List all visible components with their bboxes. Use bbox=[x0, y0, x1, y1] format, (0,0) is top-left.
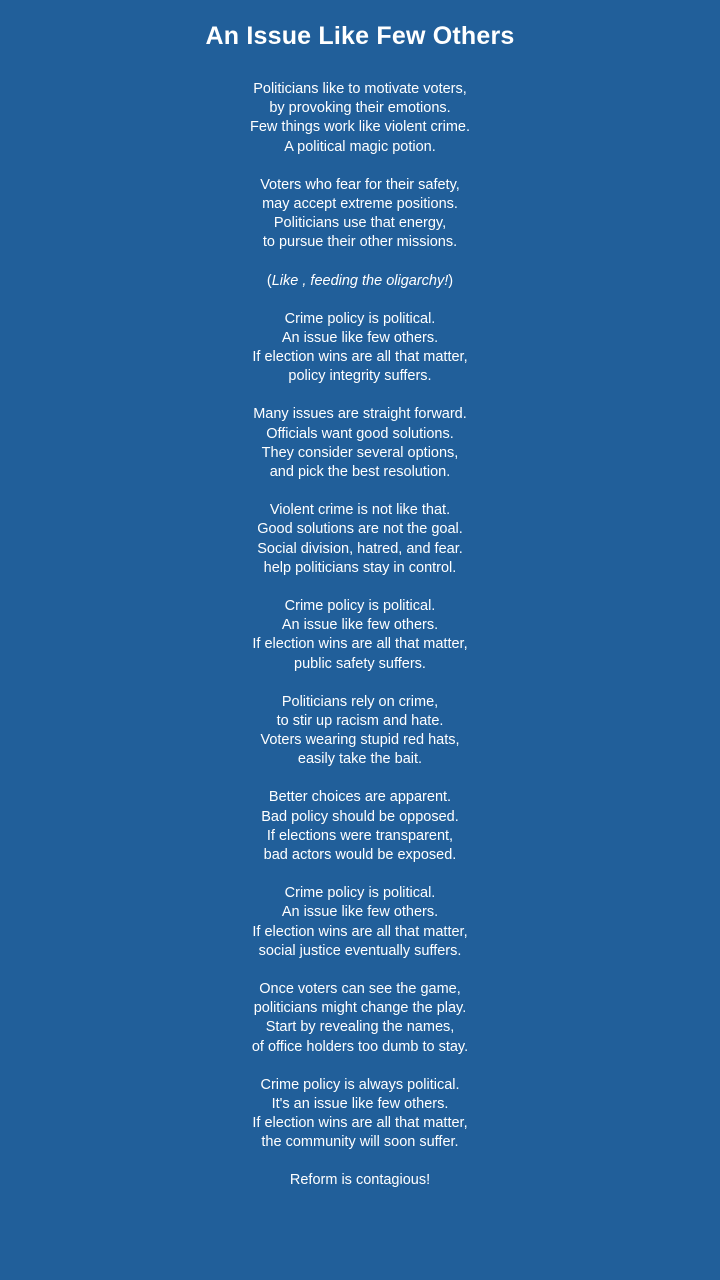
poem-line: may accept extreme positions. bbox=[262, 195, 458, 212]
poem-line: If election wins are all that matter, bbox=[252, 923, 468, 940]
poem-line: politicians might change the play. bbox=[253, 1000, 467, 1017]
stanza-5 bbox=[0, 405, 720, 482]
poem-line: Officials want good solutions. bbox=[266, 425, 454, 442]
poem-line: public safety suffers. bbox=[294, 655, 426, 672]
stanza-12 bbox=[0, 1076, 720, 1153]
poem-line: policy integrity suffers. bbox=[288, 368, 432, 385]
stanza-9 bbox=[0, 788, 720, 865]
stanza-2 bbox=[0, 176, 720, 253]
poem-line: An issue like few others. bbox=[281, 329, 439, 346]
poem-line: Good solutions are not the goal. bbox=[257, 521, 463, 538]
poem-line: They consider several options, bbox=[261, 444, 459, 461]
aside-italic-text: Like , feeding the oligarchy! bbox=[271, 272, 449, 289]
poem-line: bad actors would be exposed. bbox=[263, 847, 457, 863]
poem-line: Crime policy is always political. bbox=[260, 1076, 460, 1093]
poem-line: Better choices are apparent. bbox=[268, 789, 452, 806]
poem-line: Crime policy is political. bbox=[284, 885, 436, 902]
poem-line: If election wins are all that matter, bbox=[252, 1115, 468, 1132]
poem-line: If election wins are all that matter, bbox=[252, 636, 468, 653]
poem-line: Crime policy is political. bbox=[284, 597, 436, 614]
poem-closing-line: Reform is contagious! bbox=[289, 1172, 431, 1189]
poem-line: It's an issue like few others. bbox=[271, 1095, 449, 1112]
poem-line: Politicians rely on crime, bbox=[281, 693, 439, 710]
poem-line: Many issues are straight forward. bbox=[253, 406, 467, 423]
poem-line: of office holders too dumb to stay. bbox=[251, 1038, 469, 1055]
stanza-13-closing bbox=[0, 1171, 720, 1190]
poem-line: and pick the best resolution. bbox=[269, 464, 451, 480]
poem-line: Voters who fear for their safety, bbox=[260, 176, 460, 193]
poem-line: If election wins are all that matter, bbox=[252, 349, 468, 366]
poem-line: An issue like few others. bbox=[281, 617, 439, 634]
stanza-7 bbox=[0, 597, 720, 674]
poem-line: An issue like few others. bbox=[281, 904, 439, 921]
poem-line: Violent crime is not like that. bbox=[269, 502, 451, 519]
poem-line: help politicians stay in control. bbox=[263, 559, 457, 576]
aside-open-paren: ( bbox=[266, 272, 272, 289]
poem-line: Voters wearing stupid red hats, bbox=[260, 732, 460, 749]
stanza-8 bbox=[0, 693, 720, 770]
poem-body bbox=[0, 80, 720, 1210]
poem-line: by provoking their emotions. bbox=[269, 100, 451, 117]
poem-line: the community will soon suffer. bbox=[261, 1134, 459, 1151]
poem-line: Politicians use that energy, bbox=[273, 215, 447, 232]
stanza-10 bbox=[0, 884, 720, 961]
stanza-6 bbox=[0, 501, 720, 578]
poem-line: Politicians like to motivate voters, bbox=[253, 81, 467, 97]
poem-line: Bad policy should be opposed. bbox=[261, 808, 459, 825]
poem-line: Start by revealing the names, bbox=[265, 1019, 455, 1036]
poem-line: Few things work like violent crime. bbox=[250, 119, 470, 136]
poem-line: to stir up racism and hate. bbox=[276, 712, 444, 729]
poem-line: social justice eventually suffers. bbox=[258, 942, 462, 959]
stanza-11 bbox=[0, 980, 720, 1057]
stanza-1 bbox=[0, 80, 720, 157]
poem-line-aside bbox=[0, 272, 720, 291]
poem-line: Social division, hatred, and fear. bbox=[257, 540, 463, 557]
aside-close-paren: ) bbox=[448, 272, 454, 289]
poem-line: Crime policy is political. bbox=[284, 310, 436, 327]
stanza-3-aside bbox=[0, 272, 720, 291]
poem-line: easily take the bait. bbox=[297, 751, 423, 768]
stanza-4 bbox=[0, 310, 720, 387]
poem-line: If elections were transparent, bbox=[266, 827, 454, 844]
poem-line: A political magic potion. bbox=[284, 138, 436, 155]
poem-title: An Issue Like Few Others bbox=[205, 22, 515, 50]
poem-line: Once voters can see the game, bbox=[259, 980, 461, 997]
poem-line: to pursue their other missions. bbox=[262, 234, 458, 251]
